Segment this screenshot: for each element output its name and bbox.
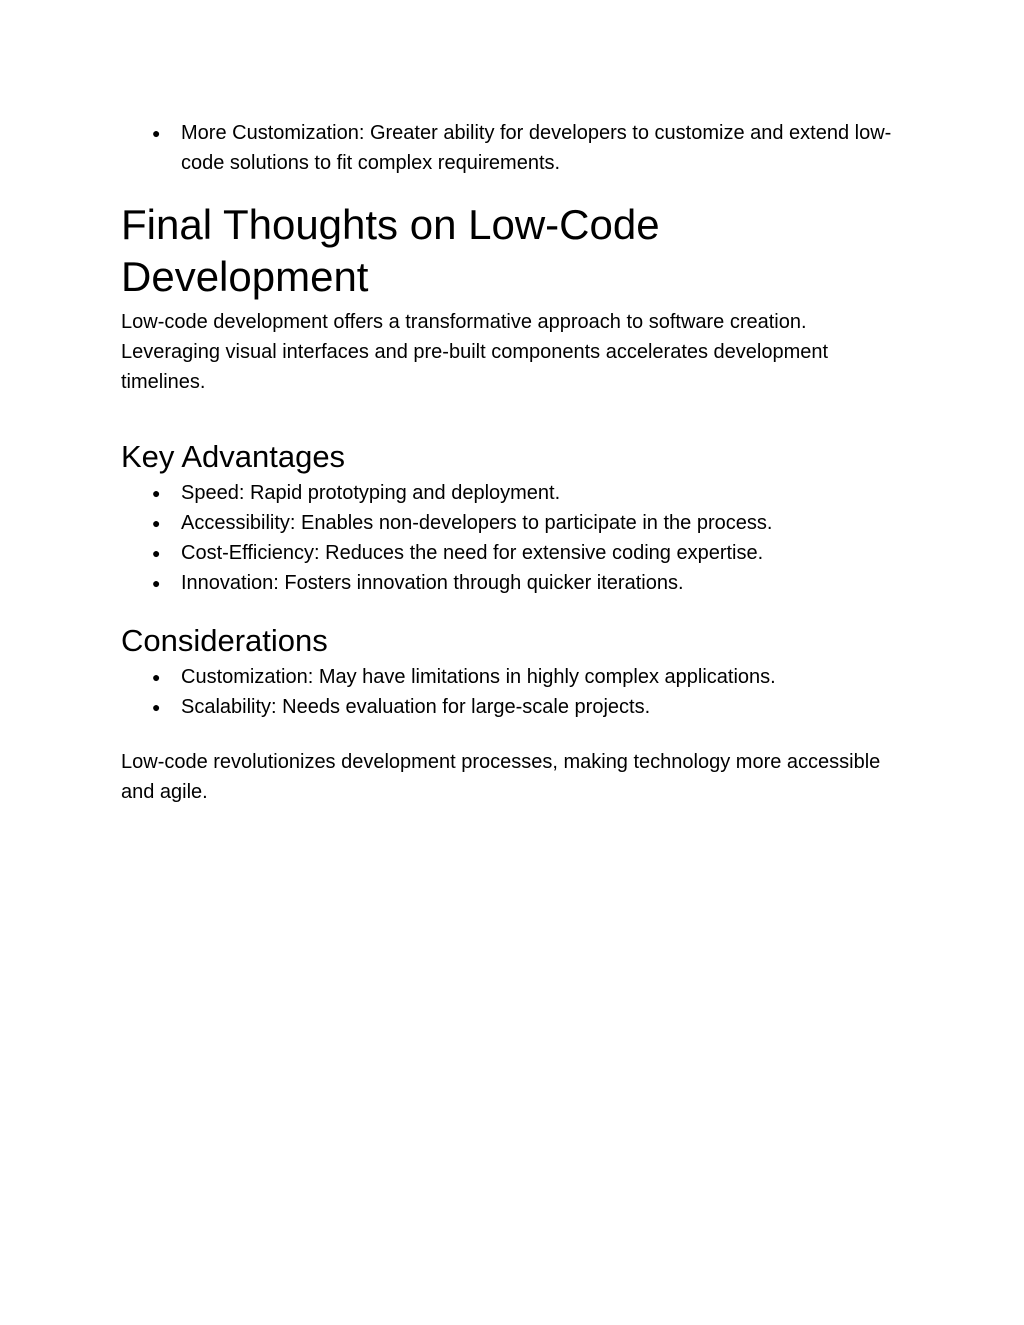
bullet-icon: ●: [152, 669, 161, 685]
list-item: [121, 692, 911, 722]
bullet-icon: ●: [152, 699, 161, 715]
list-item-text: Customization: May have limitations in highly complex applications.: [181, 666, 776, 688]
list-item-text: Accessibility: Enables non-developers to participate in the process.: [181, 512, 773, 534]
list-item-text: Speed: Rapid prototyping and deployment.: [181, 482, 561, 504]
bullet-icon: ●: [152, 545, 161, 561]
bullet-icon: ●: [152, 515, 161, 531]
list-item: [121, 508, 911, 538]
key-advantages-list: [121, 478, 911, 598]
bullet-icon: ●: [152, 125, 161, 141]
list-item-text: Cost-Efficiency: Reduces the need for extensive coding expertise.: [181, 542, 764, 564]
key-advantages-heading: Key Advantages: [121, 439, 346, 474]
considerations-list: [121, 662, 911, 722]
list-item-text: More Customization: Greater ability for developers to customize and extend low-code solutions to fit complex requirements.: [181, 122, 892, 174]
page-title: Final Thoughts on Low-Code Development: [121, 201, 660, 300]
list-item: [121, 118, 911, 178]
considerations-heading: Considerations: [121, 623, 328, 658]
list-item: [121, 568, 911, 598]
page-content: [121, 118, 911, 807]
bullet-icon: ●: [152, 485, 161, 501]
intro-bullet-list: [121, 118, 911, 178]
list-item: [121, 478, 911, 508]
closing-paragraph: Low-code revolutionizes development processes, making technology more accessible and agile.: [121, 751, 881, 803]
list-item: [121, 662, 911, 692]
intro-paragraph: Low-code development offers a transformative approach to software creation. Leveraging visual interfaces and pre-built components accelerates development timelines.: [121, 311, 829, 393]
list-item-text: Scalability: Needs evaluation for large-scale projects.: [181, 696, 651, 718]
list-item: [121, 538, 911, 568]
list-item-text: Innovation: Fosters innovation through quicker iterations.: [181, 572, 684, 594]
bullet-icon: ●: [152, 575, 161, 591]
